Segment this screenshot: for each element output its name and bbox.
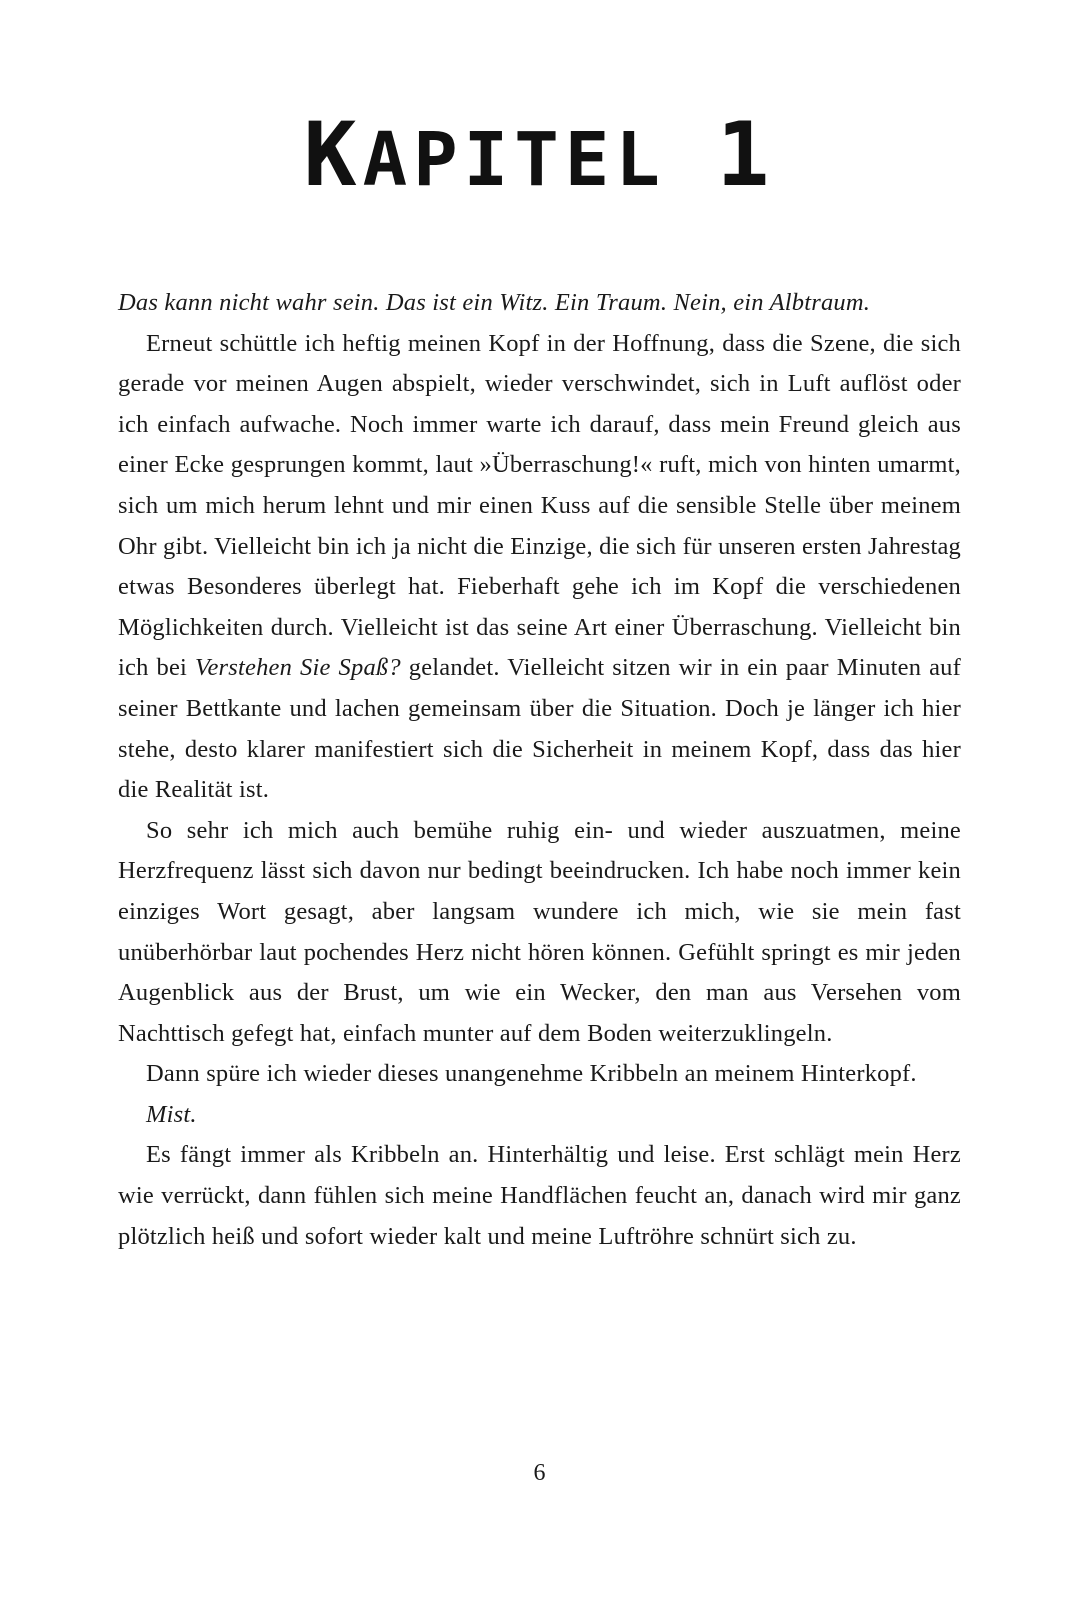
paragraph-opening bbox=[118, 283, 961, 324]
chapter-body bbox=[118, 283, 961, 1257]
paragraph-text: gelandet. Vielleicht sitzen wir in ein paar Minuten auf seiner Bettkante und lachen gemeinsam über die Situation. Doch je länger ich hier stehe, desto klarer manifestiert sich die Sicherheit in meinem Kopf, dass das hier die Realität ist. bbox=[118, 654, 961, 804]
paragraph-text: Es fängt immer als Kribbeln an. Hinterhältig und leise. Erst schlägt mein Herz wie verrückt, dann fühlen sich meine Handflächen feucht an, danach wird mir ganz plötzlich heiß und sofort wieder kalt und meine Luftröhre schnürt sich zu. bbox=[118, 1141, 961, 1250]
chapter-title-initial: K bbox=[303, 103, 363, 206]
paragraph-text: Erneut schüttle ich heftig meinen Kopf in der Hoffnung, dass die Szene, die sich gerade vor meinen Augen abspielt, wieder verschwindet, sich in Luft auflöst oder ich einfach aufwache. Noch immer warte ich darauf, dass mein Freund gleich aus einer Ecke gesprungen kommt, laut »Überraschung!« ruft, mich von hinten umarmt, sich um mich herum lehnt und mir einen Kuss auf die sensible Stelle über meinem Ohr gibt. Vielleicht bin ich ja nicht die Einzige, die sich für unseren ersten Jahrestag etwas Besonderes überlegt hat. Fieberhaft gehe ich im Kopf die verschiedenen Möglichkeiten durch. Vielleicht ist das seine Art einer Überraschung. Vielleicht bin ich bei bbox=[118, 329, 961, 682]
chapter-number: 1 bbox=[716, 103, 776, 206]
page-number: 6 bbox=[533, 1460, 546, 1486]
paragraph bbox=[118, 1054, 961, 1095]
chapter-title bbox=[0, 103, 1079, 206]
paragraph-text: Dann spüre ich wieder dieses unangenehme Kribbeln an meinem Hinterkopf. bbox=[146, 1060, 917, 1088]
paragraph-opening-text: Das kann nicht wahr sein. Das ist ein Witz. Ein Traum. Nein, ein Albtraum. bbox=[118, 289, 871, 316]
paragraph bbox=[118, 1135, 961, 1257]
paragraph-text: Mist. bbox=[146, 1100, 197, 1128]
chapter-title-rest: APITEL bbox=[362, 117, 666, 203]
paragraph-text: So sehr ich mich auch bemühe ruhig ein- und wieder auszuatmen, meine Herzfrequenz lässt sich davon nur bedingt beeindrucken. Ich habe noch immer kein einziges Wort gesagt, aber langsam wundere ich mich, wie sie mein fast unüberhörbar laut pochendes Herz nicht hören können. Gefühlt springt es mir jeden Augenblick aus der Brust, um wie ein Wecker, den man aus Versehen vom Nachttisch gefegt hat, einfach munter auf dem Boden weiterzuklingeln. bbox=[118, 816, 961, 1047]
tv-show-title: Verstehen Sie Spaß? bbox=[195, 654, 401, 682]
paragraph bbox=[118, 811, 961, 1055]
paragraph bbox=[118, 324, 961, 811]
paragraph bbox=[118, 1095, 961, 1136]
